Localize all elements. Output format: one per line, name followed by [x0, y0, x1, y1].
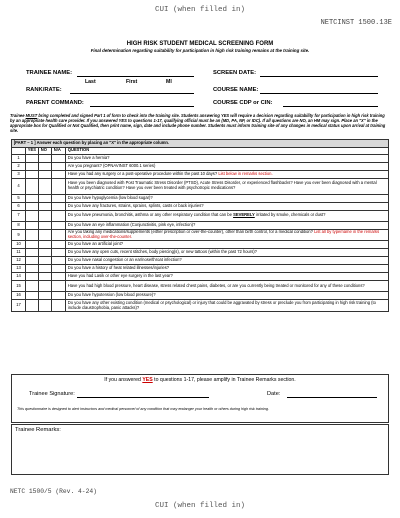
answer-cell-na[interactable]	[52, 210, 66, 221]
answer-cell-yes[interactable]	[26, 170, 39, 178]
questionnaire-note: This questionnaire is designed to alert instructors and medical personnel of any condition that may endanger your health or others during high risk training.	[17, 407, 269, 411]
parent-command-field[interactable]	[90, 106, 194, 107]
col-na: N/A	[52, 147, 66, 154]
question-row	[12, 241, 389, 249]
instructions-paragraph: Trainee MUST bring completed and signed Part 1 of form to check into the training site. Students answering YES will require a decision regarding suitability for participation in high risk training by an appropriate health care provider. If you answered YES to questions 1-17, qualifying official must be an (MD, PA, NP, or IDC). If all questions are NO, an HM may sign. Place an "X" in the appropriate box for Qualified or Not Qualified, then print name, sign, date and include phone number. Students must inform training site of any changes in medical status upon arrival at training site.	[10, 113, 386, 134]
answer-cell-na[interactable]	[52, 154, 66, 162]
question-text: Do you have nasal congestion or an ear/nose/throat infection?	[66, 257, 389, 265]
answer-cell-na[interactable]	[52, 229, 66, 241]
answer-cell-na[interactable]	[52, 257, 66, 265]
trainee-remarks-label: Trainee Remarks:	[15, 427, 61, 433]
question-number: 12	[12, 257, 26, 265]
form-title: HIGH RISK STUDENT MEDICAL SCREENING FORM	[126, 41, 274, 47]
answer-cell-yes[interactable]	[26, 265, 39, 273]
question-row	[12, 292, 389, 300]
answer-cell-no[interactable]	[39, 170, 52, 178]
question-text: Have you had high blood pressure, heart disease, stress related chest pains, diabetes, or are you currently being treated or monitored for any of these conditions?	[66, 281, 389, 292]
col-yes: YES	[26, 147, 39, 154]
question-row	[12, 265, 389, 273]
question-text: Do you have any open cuts, recent stitches, body piercing(s), or new tattoos (within the past 72 hours)?	[66, 249, 389, 257]
answer-cell-yes[interactable]	[26, 249, 39, 257]
answer-cell-no[interactable]	[39, 194, 52, 202]
date-label: Date:	[267, 391, 281, 397]
answer-cell-yes[interactable]	[26, 202, 39, 210]
question-number: 10	[12, 241, 26, 249]
answer-cell-na[interactable]	[52, 178, 66, 194]
question-text: Do you have an artificial joint?	[66, 241, 389, 249]
question-number: 17	[12, 300, 26, 312]
question-row	[12, 281, 389, 292]
answer-cell-no[interactable]	[39, 292, 52, 300]
question-text: Do you have hypoglycemia (low blood sugar)?	[66, 194, 389, 202]
form-number: NETC 1500/5 (Rev. 4-24)	[10, 488, 97, 495]
question-number: 2	[12, 162, 26, 170]
answer-cell-no[interactable]	[39, 229, 52, 241]
cui-marking-bottom: CUI (when filled in)	[154, 502, 245, 510]
answer-cell-no[interactable]	[39, 210, 52, 221]
amplify-instruction: If you answered YES to questions 1-17, please amplify in Trainee Remarks section.	[104, 377, 296, 383]
question-text: Have you been diagnosed with Post Traumatic Stress Disorder (PTSD), Acute Stress Disorder, or experienced flashbacks? Have you ever been diagnosed with a mental health or psychiatric condition? Have you ever been treated with psychotropic medications?	[66, 178, 389, 194]
answer-cell-na[interactable]	[52, 281, 66, 292]
answer-cell-no[interactable]	[39, 221, 52, 229]
rank-rate-label: RANK/RATE:	[26, 87, 62, 93]
answer-cell-na[interactable]	[52, 249, 66, 257]
col-no: NO	[39, 147, 52, 154]
date-field[interactable]	[287, 397, 377, 398]
question-number: 16	[12, 292, 26, 300]
question-text: Have you had any surgery or a post-operative procedure within the past 10 days? List below in remarks section.	[66, 170, 389, 178]
name-first-label: First	[126, 79, 138, 85]
question-number: 7	[12, 210, 26, 221]
answer-cell-yes[interactable]	[26, 281, 39, 292]
trainee-signature-field[interactable]	[77, 397, 209, 398]
answer-cell-na[interactable]	[52, 292, 66, 300]
screen-date-field[interactable]	[260, 76, 378, 77]
trainee-name-field[interactable]	[77, 76, 194, 77]
question-text: Do you have a history of heat related illnesses/injuries?	[66, 265, 389, 273]
question-row	[12, 229, 389, 241]
screen-date-label: SCREEN DATE:	[213, 70, 257, 76]
question-row	[12, 154, 389, 162]
question-row	[12, 210, 389, 221]
question-row	[12, 257, 389, 265]
question-number: 11	[12, 249, 26, 257]
question-number: 9	[12, 229, 26, 241]
answer-cell-na[interactable]	[52, 300, 66, 312]
name-last-label: Last	[85, 79, 96, 85]
cui-marking-top: CUI (when filled in)	[154, 6, 245, 14]
answer-cell-na[interactable]	[52, 162, 66, 170]
question-number: 1	[12, 154, 26, 162]
answer-cell-yes[interactable]	[26, 162, 39, 170]
question-number: 13	[12, 265, 26, 273]
answer-cell-na[interactable]	[52, 241, 66, 249]
question-row	[12, 300, 389, 312]
question-text: Are you taking any medications/supplements (either prescription or over-the-counter), other than birth control, for a medical condition? List all by type/name in the remarks section, including over-the-counter.	[66, 229, 389, 241]
question-number: 5	[12, 194, 26, 202]
answer-cell-na[interactable]	[52, 273, 66, 281]
trainee-name-label: TRAINEE NAME:	[26, 70, 73, 76]
question-row	[12, 249, 389, 257]
answer-cell-yes[interactable]	[26, 178, 39, 194]
question-number: 15	[12, 281, 26, 292]
answer-cell-no[interactable]	[39, 178, 52, 194]
form-subtitle: Final determination regarding suitability for participation in high risk training remains at the training site.	[90, 48, 310, 53]
answer-cell-yes[interactable]	[26, 229, 39, 241]
question-text: Are you pregnant? (OPNAVINST 6000.1 series)	[66, 162, 389, 170]
answer-cell-yes[interactable]	[26, 257, 39, 265]
answer-cell-no[interactable]	[39, 202, 52, 210]
question-number: 14	[12, 273, 26, 281]
answer-cell-no[interactable]	[39, 265, 52, 273]
answer-cell-na[interactable]	[52, 221, 66, 229]
rank-rate-field[interactable]	[70, 93, 194, 94]
answer-cell-yes[interactable]	[26, 300, 39, 312]
answer-cell-no[interactable]	[39, 281, 52, 292]
trainee-signature-label: Trainee Signature:	[29, 391, 75, 397]
answer-cell-yes[interactable]	[26, 292, 39, 300]
question-row	[12, 162, 389, 170]
question-row	[12, 194, 389, 202]
screening-questions-table	[11, 139, 389, 312]
course-name-field[interactable]	[260, 93, 378, 94]
answer-cell-yes[interactable]	[26, 210, 39, 221]
question-text: Do you have a hernia?	[66, 154, 389, 162]
answer-cell-yes[interactable]	[26, 194, 39, 202]
course-name-label: COURSE NAME:	[213, 87, 259, 93]
question-number: 6	[12, 202, 26, 210]
question-text: Do you have an eye inflammation (Conjunctivitis, pink eye, infection)?	[66, 221, 389, 229]
question-text: Do you have pneumonia, bronchitis, asthma or any other respiratory condition that can be SEVERELY irritated by smoke, chemicals or dust?	[66, 210, 389, 221]
answer-cell-na[interactable]	[52, 170, 66, 178]
amplify-section	[11, 374, 389, 423]
answer-cell-no[interactable]	[39, 300, 52, 312]
question-text: Do you have hypotension (low blood pressure)?	[66, 292, 389, 300]
answer-cell-no[interactable]	[39, 257, 52, 265]
part-header: [PART – 1 ] Answer each question by placing an "X" in the appropriate column.	[12, 140, 389, 148]
answer-cell-yes[interactable]	[26, 273, 39, 281]
answer-cell-no[interactable]	[39, 249, 52, 257]
answer-cell-yes[interactable]	[26, 221, 39, 229]
trainee-remarks-section[interactable]	[11, 424, 389, 475]
answer-cell-na[interactable]	[52, 265, 66, 273]
question-row	[12, 170, 389, 178]
parent-command-label: PARENT COMMAND:	[26, 100, 84, 106]
question-number: 4	[12, 178, 26, 194]
question-number: 8	[12, 221, 26, 229]
answer-cell-no[interactable]	[39, 241, 52, 249]
course-cdp-cin-label: COURSE CDP or CIN:	[213, 100, 273, 106]
question-row	[12, 202, 389, 210]
question-row	[12, 273, 389, 281]
question-row	[12, 178, 389, 194]
question-row	[12, 221, 389, 229]
answer-cell-no[interactable]	[39, 154, 52, 162]
answer-cell-yes[interactable]	[26, 154, 39, 162]
instruction-number: NETCINST 1500.13E	[320, 19, 392, 27]
question-text: Have you had Lasik or other eye surgery in the last year?	[66, 273, 389, 281]
col-question: QUESTION	[66, 147, 389, 154]
course-cdp-cin-field[interactable]	[283, 106, 378, 107]
name-mi-label: MI	[166, 79, 172, 85]
answer-cell-na[interactable]	[52, 194, 66, 202]
question-number: 3	[12, 170, 26, 178]
answer-cell-yes[interactable]	[26, 241, 39, 249]
col-blank	[12, 147, 26, 154]
answer-cell-no[interactable]	[39, 273, 52, 281]
answer-cell-no[interactable]	[39, 162, 52, 170]
answer-cell-na[interactable]	[52, 202, 66, 210]
question-text: Do you have any fractures, strains, sprains, splints, casts or back injuries?	[66, 202, 389, 210]
question-text: Do you have any other existing condition (medical or psychological) or injury that could be aggravated by stress or preclude you from participating in high risk training (to include claustrophobia, panic attacks)?	[66, 300, 389, 312]
